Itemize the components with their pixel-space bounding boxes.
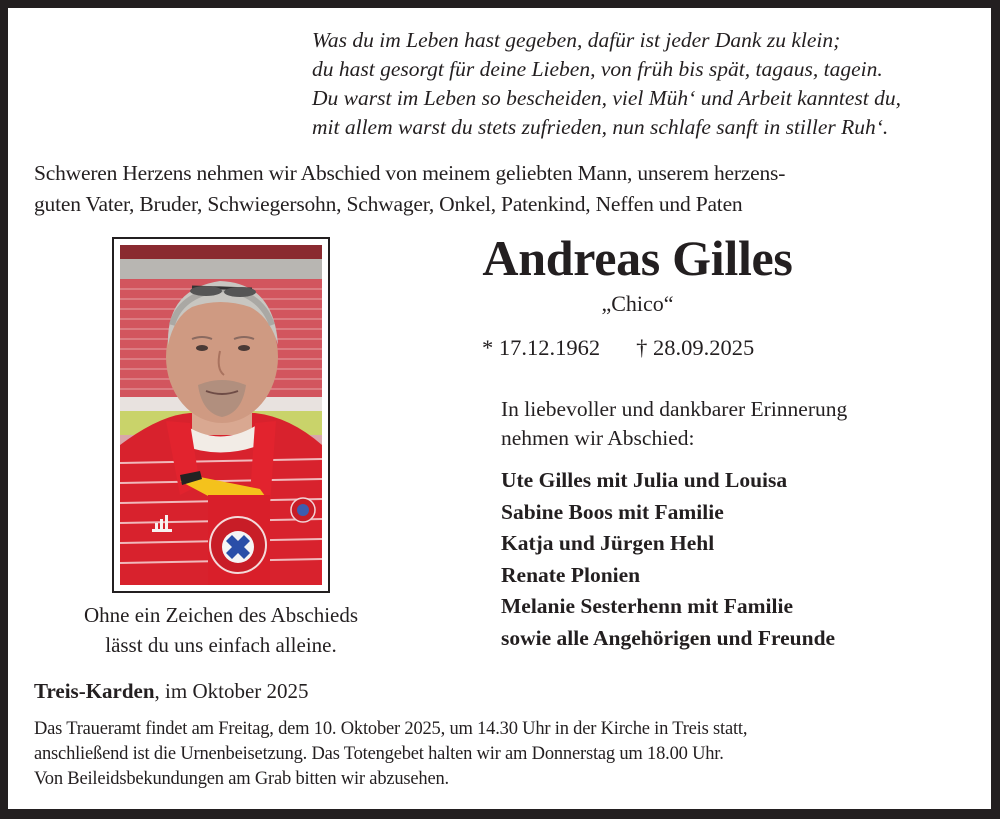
memory-line: nehmen wir Abschied: — [501, 426, 695, 450]
mourner-item: Ute Gilles mit Julia und Louisa — [501, 468, 788, 492]
portrait-photo — [120, 245, 322, 585]
intro-line: Schweren Herzens nehmen wir Abschied von meinem geliebten Mann, unserem herzens- — [34, 161, 786, 185]
deceased-name: Andreas Gilles — [482, 230, 793, 286]
mourner-item: sowie alle Angehörigen und Freunde — [501, 625, 836, 650]
mourner-item: Sabine Boos mit Familie — [501, 499, 724, 524]
mourner-item: Melanie Sesterhenn mit Familie — [501, 594, 793, 618]
caption-line: lässt du uns einfach alleine. — [105, 633, 337, 657]
intro-text — [34, 158, 785, 219]
life-dates — [482, 334, 754, 362]
service-line: anschließend ist die Urnenbeisetzung. Das Totengebet halten wir am Donnerstag um 18.00 Uhr. — [34, 744, 724, 764]
mourner-item: Katja und Jürgen Hehl — [501, 531, 715, 555]
intro-line: guten Vater, Bruder, Schwiegersohn, Schwager, Onkel, Patenkind, Neffen und Paten — [34, 191, 743, 216]
poem-line: du hast gesorgt für deine Lieben, von früh bis spät, tagaus, tagein. — [312, 57, 883, 81]
birth-date: * 17.12.1962 — [482, 335, 601, 360]
notice-month: , im Oktober 2025 — [154, 679, 309, 703]
photo-caption — [40, 600, 402, 660]
poem-line: mit allem warst du stets zufrieden, nun schlafe sanft in stiller Ruh‘. — [312, 115, 889, 139]
town-name: Treis-Karden — [34, 679, 155, 703]
service-line: Das Traueramt findet am Freitag, dem 10. Oktober 2025, um 14.30 Uhr in der Kirche in Treis statt, — [34, 719, 748, 739]
service-line: Von Beileidsbekundungen am Grab bitten wir abzusehen. — [34, 769, 449, 789]
deceased-nickname: „Chico“ — [601, 291, 674, 316]
place-and-date — [34, 677, 309, 705]
poem-line: Was du im Leben hast gegeben, dafür ist jeder Dank zu klein; — [312, 28, 841, 52]
caption-line: Ohne ein Zeichen des Abschieds — [83, 603, 359, 627]
memory-line: In liebevoller und dankbarer Erinnerung — [501, 397, 848, 421]
poem — [312, 26, 901, 142]
service-info — [34, 717, 747, 792]
mourner-item: Renate Plonien — [501, 562, 641, 587]
photo-frame — [112, 237, 330, 593]
memory-text — [501, 395, 847, 453]
poem-line: Du warst im Leben so bescheiden, viel Müh‘ und Arbeit kanntest du, — [312, 86, 901, 110]
mourners-list — [501, 465, 835, 654]
death-date: † 28.09.2025 — [636, 335, 755, 360]
